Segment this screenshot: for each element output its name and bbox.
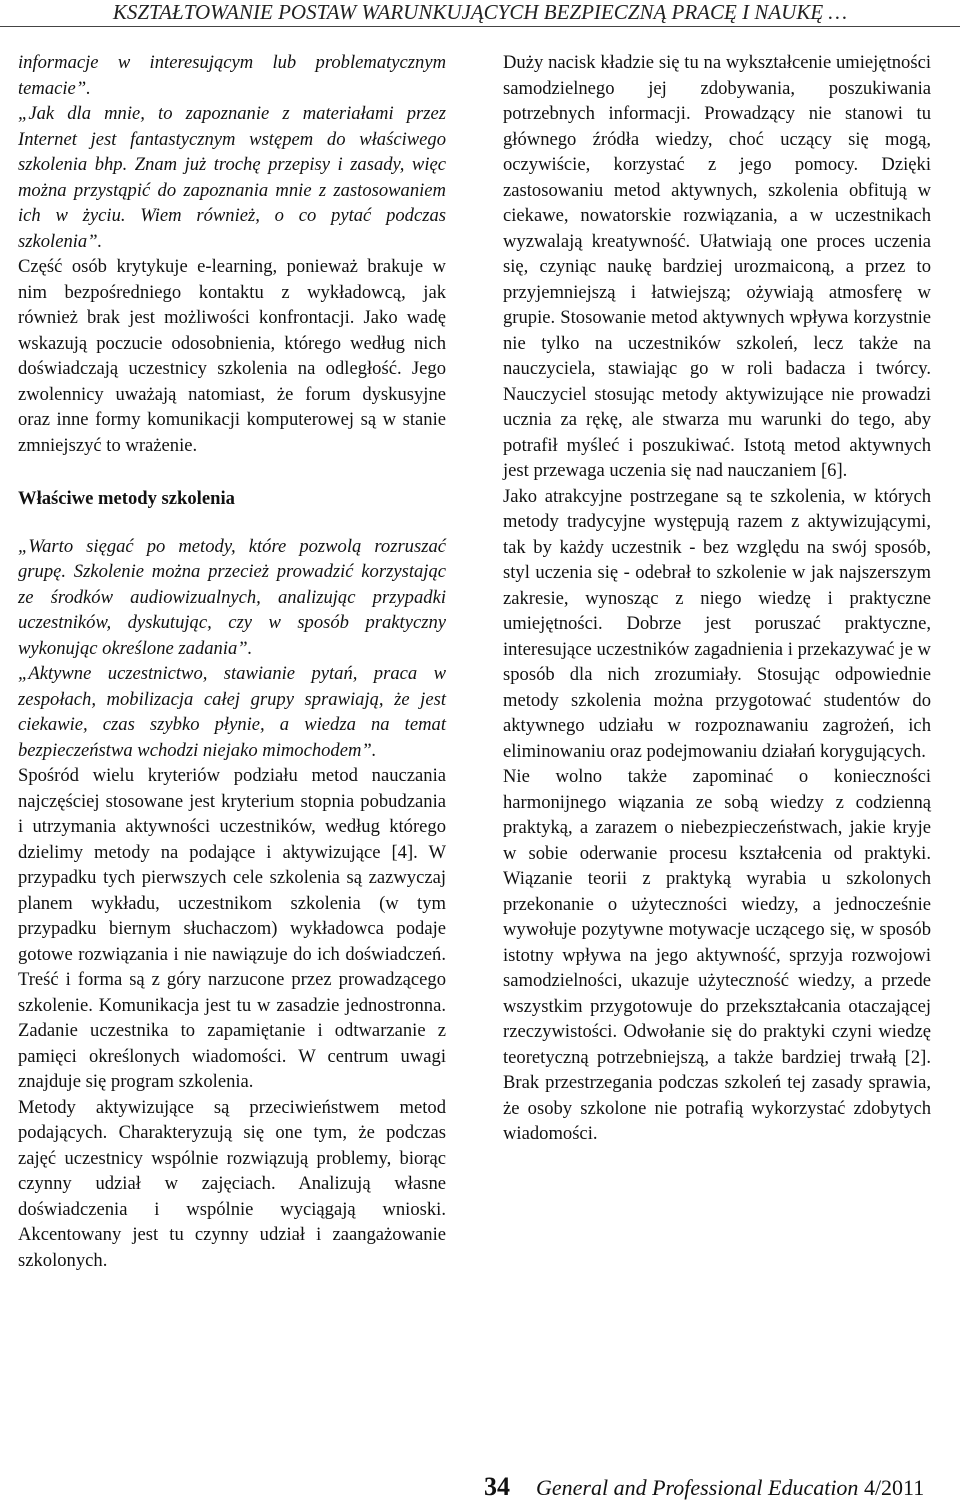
left-paragraph-2: Część osób krytykuje e-learning, ponieważ brakuje w nim bezpośredniego kontaktu z wykładowcą, jak również brak jest możliwości konfrontacji. Jako wadę wskazują poczucie odosobnienia, którego według nich doświadczają uczestnicy szkolenia na odległość. Jego zwolennicy uważają natomiast, że forum dyskusyjne oraz inne formy komunikacji komputerowej są w stanie zmniejszyć to wrażenie. [18, 256, 446, 456]
left-paragraph-3: Spośród wielu kryteriów podziału metod nauczania najczęściej stosowane jest kryterium stopnia pobudzania i utrzymania aktywności uczestników, według którego dzielimy metody na podające i aktywizujące [4]. W przypadku tych pierwszych cele szkolenia są zazwyczaj planem wykładu, uczestnikom szkolenia (w tym przypadku biernym słuchaczom) wykładowca podaje gotowe rozwiązania i nie nawiązuje do ich doświadczeń. Treść i forma są z góry narzucone przez prowadzącego szkolenie. Komunikacja jest tu w zasadzie jednostronna. Zadanie uczestnika to zapamiętanie i odtwarzanie z pamięci określonych wiadomości. W centrum uwagi znajduje się program szkolenia. [18, 765, 446, 1092]
right-paragraph-1: Duży nacisk kładzie się tu na wykształcenie umiejętności samodzielnego jej zdobywania, poszukiwania potrzebnych informacji. Prowadzący nie stanowi tu głównego źródła wiedzy, choć uczący się mogą, oczywiście, korzystać z jego pomocy. Dzięki zastosowaniu metod aktywnych, szkolenia obfitują w ciekawe, nowatorskie rozwiązania, a w uczestnikach wyzwalają kreatywność. Ułatwiają one proces uczenia się, czyniąc naukę bardziej urozmaiconą, a przez to przyjemniejszą i łatwiejszą; ożywiają atmosferę w grupie. Stosowanie metod aktywnych wpływa korzystnie nie tylko na uczestników szkoleń, lecz także na nauczyciela, stawiając go w roli badacza i twórcy. Nauczyciel stosując metody aktywizujące nie prowadzi ucznia za rękę, ale stwarza mu warunki do tego, aby potrafił myśleć i poszukiwać. Istotą metod aktywnych jest przewaga uczenia się nad nauczaniem [6]. [503, 52, 931, 481]
left-column [18, 50, 446, 1273]
journal-issue: 4/2011 [863, 1475, 925, 1500]
right-paragraph-2: Jako atrakcyjne postrzegane są te szkolenia, w których metody tradycyjne występują razem z aktywizującymi, tak by każdy uczestnik - bez względu na swój sposób, styl uczenia się - odebrał to szkolenie w jak najszerszym zakresie, wynosząc z niego wiedzę i praktyczne umiejętności. Dobrze jest poruszać praktyczne, interesujące uczestników zagadnienia i przekazywać je w sposób dla nich zrozumiały. Stosując odpowiednie metody szkolenia można przygotować studentów do aktywnego udziału w rozpoznawaniu zagrożeń, ich eliminowaniu oraz podejmowaniu działań korygujących. [503, 485, 931, 762]
page-number: 34 [484, 1472, 510, 1501]
section-heading: Właściwe metody szkolenia [18, 488, 235, 509]
header-rule [0, 26, 960, 27]
left-quote-1: „Jak dla mnie, to zapoznanie z materiałami przez Internet jest fantastycznym wstępem do właściwego szkolenia bhp. Znam już trochę przepisy i zasady, więc można przystąpić do zapoznania mnie z zastosowaniem ich w życiu. Wiem również, o co pytać podczas szkolenia”. [18, 103, 446, 252]
journal-name: General and Professional Education [536, 1475, 859, 1500]
left-quote-3: „Aktywne uczestnictwo, stawianie pytań, praca w zespołach, mobilizacja całej grupy sprawiają, że jest ciekawie, czas szybko płynie, a wiedza na temat bezpieczeństwa wchodzi niejako mimochodem”. [18, 663, 446, 761]
right-paragraph-3: Nie wolno także zapominać o konieczności harmonijnego wiązania ze sobą wiedzy z codzienną praktyką, a zarazem o niebezpieczeństwach, jakie kryje w sobie oderwanie procesu kształcenia od praktyki. Wiązanie teorii z praktyką wyrabia u szkolonych przekonanie o użyteczności wiedzy, a jednocześnie wywołuje pozytywne motywacje uczącego się, w sposób istotny wpływa na jego aktywność, sprzyja rozwojowi samodzielności, ukazuje użyteczność wiedzy, a przede wszystkim przygotowuje do przekształcania otaczającej rzeczywistości. Odwołanie się do praktyki czyni wiedzę teoretyczną potrzebniejszą, a także bardziej trwałą [2]. Brak przestrzegania podczas szkoleń tej zasady sprawia, że osoby szkolone nie potrafią wykorzystać zdobytych wiadomości. [503, 766, 931, 1144]
left-quote-2: „Warto sięgać po metody, które pozwolą rozruszać grupę. Szkolenie można przecież prowadzić korzystając ze środków audiowizualnych, analizując przypadki uczestników, dyskutując, czy w sposób praktyczny wykonując określone zadania”. [18, 535, 446, 659]
running-title: KSZTAŁTOWANIE POSTAW WARUNKUJĄCYCH BEZPIECZNĄ PRACĘ I NAUKĘ … [112, 0, 848, 24]
right-column [503, 50, 931, 1147]
page-footer [484, 1470, 924, 1504]
left-paragraph-1: informacje w interesującym lub problematycznym temacie”. [18, 52, 446, 99]
left-paragraph-4: Metody aktywizujące są przeciwieństwem metod podających. Charakteryzują się one tym, że podczas zajęć uczestnicy wspólnie rozwiązują problemy, biorąc czynny udział w zajęciach. Analizują własne doświadczenia i wspólnie wyciągają wnioski. Akcentowany jest tu czynny udział i zaangażowanie szkolonych. [18, 1096, 446, 1271]
